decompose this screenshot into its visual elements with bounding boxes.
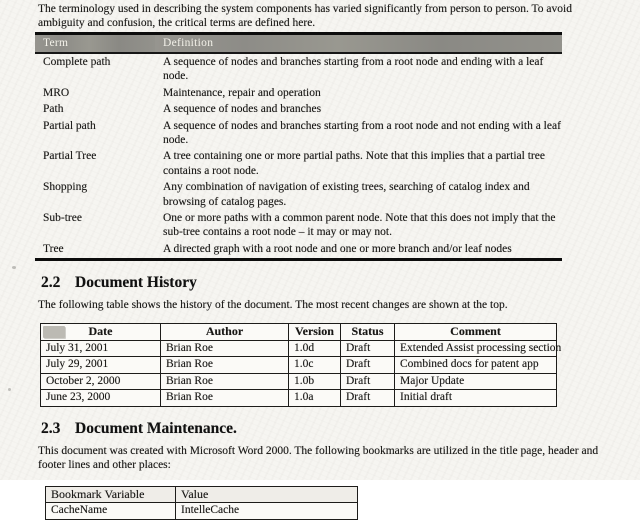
table-row — [35, 53, 562, 85]
version-cell: 1.0a — [289, 390, 341, 407]
table-row — [41, 357, 557, 374]
document-history-table — [40, 323, 562, 407]
definition-cell: A tree containing one or more partial paths. Note that this implies that a partial tree contains a root node. — [163, 150, 545, 177]
table-row — [35, 101, 562, 117]
table-row — [35, 210, 562, 241]
bookmark-variable-cell: CacheName — [46, 503, 176, 520]
section-heading-document-maintenance — [41, 420, 590, 438]
terminology-header-definition: Definition — [155, 34, 562, 54]
section-number: 2.3 — [41, 419, 61, 437]
date-cell: July 31, 2001 — [41, 340, 161, 357]
scan-speck-artifact — [8, 388, 11, 391]
author-cell: Brian Roe — [161, 373, 289, 390]
status-cell: Draft — [341, 340, 395, 357]
term-cell: Complete path — [43, 56, 111, 68]
term-cell: Tree — [35, 241, 155, 260]
definition-cell: Any combination of navigation of existing trees, searching of catalog index and browsing of catalog pages. — [163, 181, 530, 208]
scan-speck-artifact — [12, 266, 16, 269]
definition-cell: A directed graph with a root node and one or more branch and/or leaf nodes — [155, 241, 562, 260]
comment-cell: Combined docs for patent app — [395, 357, 557, 374]
date-cell: July 29, 2001 — [41, 357, 161, 374]
terminology-header-term: Term — [35, 34, 155, 54]
bookmark-header-row — [46, 486, 358, 503]
bookmark-header-value: Value — [176, 486, 358, 503]
term-cell: MRO — [43, 86, 70, 99]
comment-cell: Extended Assist processing section — [395, 340, 557, 357]
definition-cell: One or more paths with a common parent node. Note that this does not imply that the sub-tree contains a root node – it may or may not. — [163, 212, 556, 239]
bookmark-value-cell: IntelleCache — [176, 503, 358, 520]
definition-cell: A sequence of nodes and branches — [163, 103, 322, 116]
table-row — [35, 118, 562, 149]
status-cell: Draft — [341, 373, 395, 390]
author-cell: Brian Roe — [161, 340, 289, 357]
scan-smudge-artifact — [43, 326, 65, 338]
bookmark-header-variable: Bookmark Variable — [46, 486, 176, 503]
version-cell: 1.0d — [289, 340, 341, 357]
intro-paragraph: The terminology used in describing the system components has varied significantly from person to person. To avoid ambiguity and confusion, the critical terms are defined here. — [38, 3, 572, 29]
maintenance-intro-paragraph: This document was created with Microsoft Word 2000. The following bookmarks are utilized in the title page, header and footer lines and other places: — [38, 444, 599, 471]
history-intro-paragraph: The following table shows the history of the document. The most recent changes are shown at the top. — [38, 299, 508, 312]
version-cell: 1.0b — [289, 373, 341, 390]
history-header-date: Date — [41, 324, 161, 341]
author-cell: Brian Roe — [161, 357, 289, 374]
table-row — [41, 373, 557, 390]
version-cell: 1.0c — [289, 357, 341, 374]
table-row — [35, 241, 562, 260]
section-title: Document Maintenance. — [75, 419, 237, 437]
term-cell: Path — [43, 103, 64, 116]
history-header-comment: Comment — [395, 324, 557, 341]
comment-cell: Initial draft — [395, 390, 557, 407]
definition-cell: Maintenance, repair and operation — [163, 86, 321, 99]
table-row — [41, 340, 557, 357]
history-header-author: Author — [161, 324, 289, 341]
author-cell: Brian Roe — [161, 390, 289, 407]
term-cell: Sub-tree — [43, 212, 82, 225]
table-row — [46, 503, 358, 520]
date-cell: June 23, 2000 — [41, 390, 161, 407]
table-row — [41, 390, 557, 407]
date-cell: October 2, 2000 — [41, 373, 161, 390]
definition-cell: A sequence of nodes and branches starting from a root node and ending with a leaf node. — [163, 56, 544, 83]
definition-cell: A sequence of nodes and branches starting from a root node and not ending with a leaf node. — [163, 119, 561, 147]
table-row — [35, 148, 562, 179]
bookmark-table — [45, 486, 358, 520]
term-cell: Shopping — [43, 181, 88, 194]
term-cell: Partial Tree — [43, 150, 97, 163]
term-cell: Partial path — [43, 119, 96, 132]
section-number: 2.2 — [41, 274, 61, 292]
status-cell: Draft — [341, 357, 395, 374]
status-cell: Draft — [341, 390, 395, 407]
table-row — [35, 85, 562, 101]
terminology-table — [35, 32, 562, 261]
comment-cell: Major Update — [395, 373, 557, 390]
terminology-header-row — [35, 34, 562, 54]
table-row — [35, 179, 562, 210]
section-title: Document History — [75, 274, 197, 292]
history-header-version: Version — [289, 324, 341, 341]
history-header-status: Status — [341, 324, 395, 341]
history-header-row — [41, 324, 557, 341]
section-heading-document-history — [41, 274, 590, 292]
